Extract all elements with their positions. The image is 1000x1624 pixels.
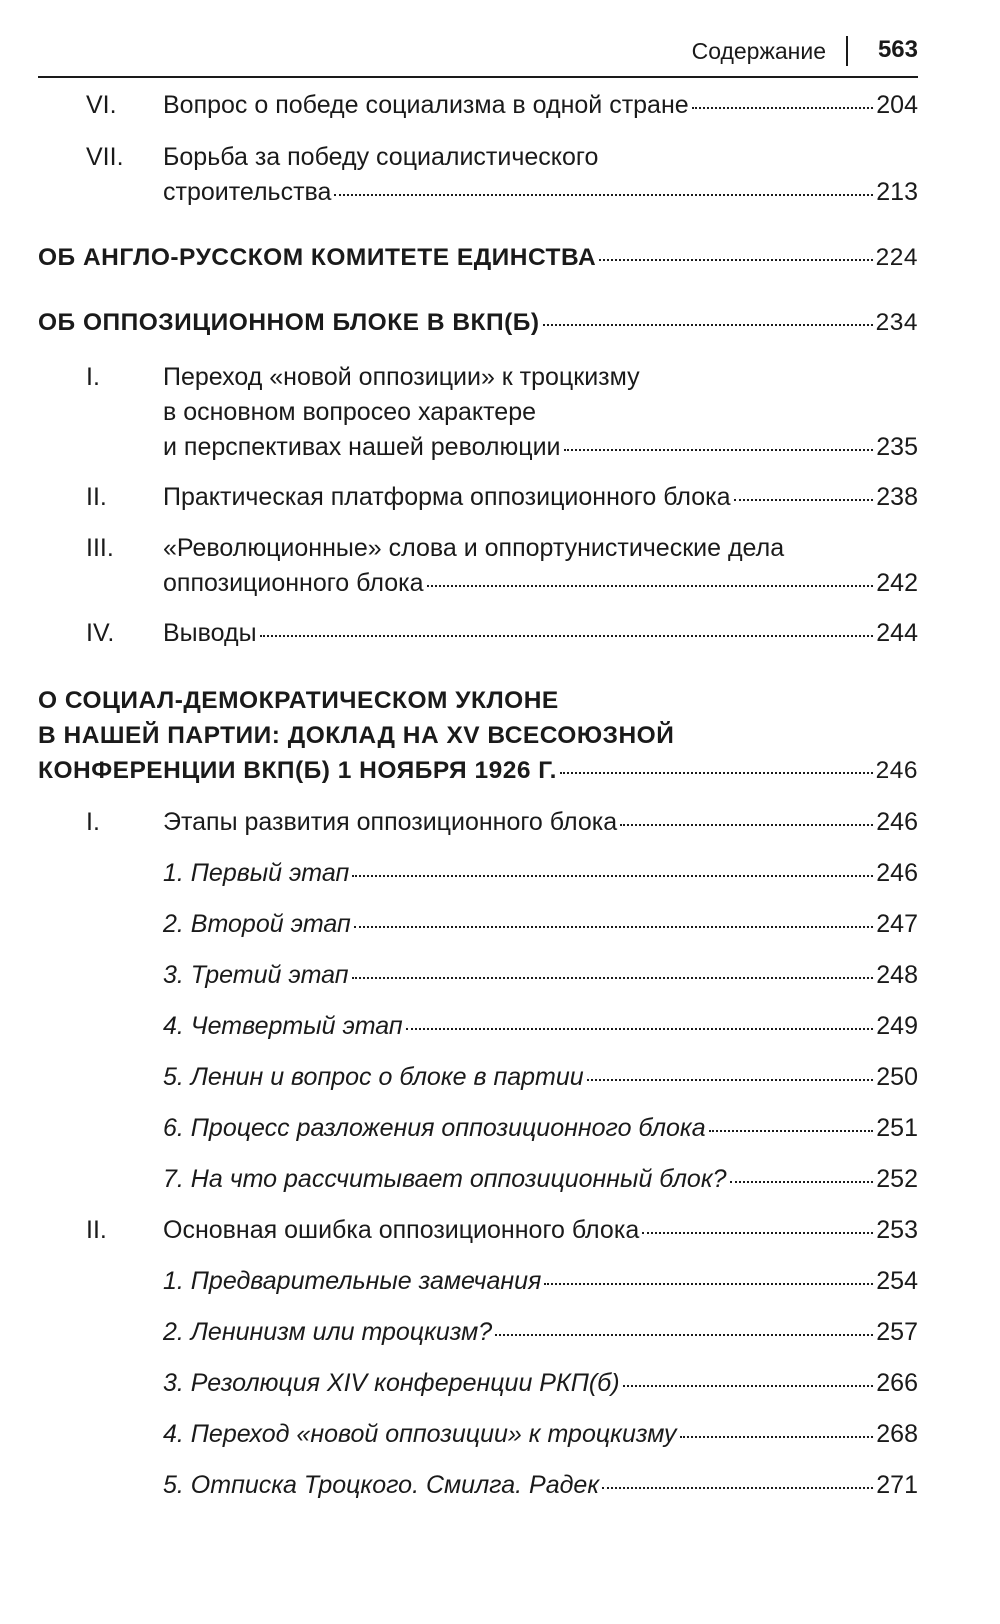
dot-leader [734,499,874,501]
entry-title-line: 1. Предварительные замечания [163,1267,542,1295]
entry-title-line: в основном вопросео характере [163,398,536,426]
running-header [38,30,918,78]
entry-page-number: 254 [876,1267,918,1295]
entry-page-number: 234 [875,309,918,336]
entry-numeral: I. [86,808,100,836]
entry-title-line: 7. На что рассчитывает оппозиционный блок? [163,1165,727,1193]
dot-leader [709,1130,874,1132]
dot-leader [692,107,874,109]
dot-leader [560,772,873,774]
dot-leader [427,585,874,587]
entry-page-number: 246 [875,757,918,784]
entry-page-number: 250 [876,1063,918,1091]
entry-page-number: 248 [876,961,918,989]
entry-title-line: Вопрос о победе социализма в одной стране [163,91,689,119]
entry-numeral: III. [86,534,114,562]
entry-page-number: 246 [876,808,918,836]
entry-title-line: ОБ АНГЛО-РУССКОМ КОМИТЕТЕ ЕДИНСТВА [38,244,597,271]
entry-page-number: 268 [876,1420,918,1448]
dot-leader [680,1436,874,1438]
entry-title-line: Переход «новой оппозиции» к троцкизму [163,363,640,391]
entry-title-line: КОНФЕРЕНЦИИ ВКП(Б) 1 НОЯБРЯ 1926 Г. [38,757,557,784]
entry-title-line: О СОЦИАЛ-ДЕМОКРАТИЧЕСКОМ УКЛОНЕ [38,687,559,714]
header-title: Содержание [691,38,826,64]
entry-numeral: II. [86,483,107,511]
entry-page-number: 266 [876,1369,918,1397]
entry-page-number: 242 [876,569,918,597]
dot-leader [406,1028,874,1030]
dot-leader [354,926,873,928]
dot-leader [544,1283,873,1285]
header-separator [846,36,848,66]
entry-title-line: 3. Резолюция XIV конференции РКП(б) [163,1369,620,1397]
page-number: 563 [877,36,918,63]
entry-title-line: Этапы развития оппозиционного блока [163,808,618,836]
entry-title-line: оппозиционного блока [163,569,424,597]
entry-title-line: 4. Четвертый этап [163,1012,403,1040]
dot-leader [623,1385,874,1387]
entry-page-number: 224 [875,244,918,271]
dot-leader [730,1181,874,1183]
dot-leader [599,259,872,261]
entry-page-number: 247 [876,910,918,938]
entry-numeral: IV. [86,619,115,647]
entry-page-number: 251 [876,1114,918,1142]
dot-leader [602,1487,873,1489]
entry-numeral: II. [86,1216,107,1244]
entry-numeral: I. [86,363,100,391]
entry-title-line: 6. Процесс разложения оппозиционного блока [163,1114,706,1142]
dot-leader [642,1232,873,1234]
entry-title-line: 5. Отписка Троцкого. Смилга. Радек [163,1471,600,1499]
entry-page-number: 244 [876,619,918,647]
entry-title-line: 1. Первый этап [163,859,350,887]
entry-title-line: 2. Ленинизм или троцкизм? [163,1318,493,1346]
entry-title-line: и перспективах нашей революции [163,433,561,461]
dot-leader [587,1079,874,1081]
entry-page-number: 238 [876,483,918,511]
entry-title-line: Практическая платформа оппозиционного блока [163,483,731,511]
entry-title-line: В НАШЕЙ ПАРТИИ: ДОКЛАД НА XV ВСЕСОЮЗНОЙ [38,722,675,749]
entry-title-line: Выводы [163,619,257,647]
entry-page-number: 253 [876,1216,918,1244]
entry-page-number: 235 [876,433,918,461]
entry-page-number: 204 [876,91,918,119]
entry-title-line: 3. Третий этап [163,961,349,989]
dot-leader [352,977,874,979]
dot-leader [543,324,873,326]
dot-leader [620,824,873,826]
entry-title-line: «Революционные» слова и оппортунистические дела [163,534,785,562]
entry-numeral: VI. [86,91,117,119]
entry-title-line: ОБ ОППОЗИЦИОННОМ БЛОКЕ В ВКП(Б) [38,309,540,336]
entry-title-line: Борьба за победу социалистического [163,143,599,171]
entry-title-line: строительства [163,178,332,206]
dot-leader [260,635,874,637]
entry-page-number: 249 [876,1012,918,1040]
entry-title-line: 4. Переход «новой оппозиции» к троцкизму [163,1420,677,1448]
entry-page-number: 213 [876,178,918,206]
dot-leader [564,449,874,451]
entry-title-line: 5. Ленин и вопрос о блоке в партии [163,1063,584,1091]
entry-page-number: 246 [876,859,918,887]
entry-page-number: 271 [876,1471,918,1499]
entry-page-number: 252 [876,1165,918,1193]
entry-title-line: Основная ошибка оппозиционного блока [163,1216,640,1244]
entry-page-number: 257 [876,1318,918,1346]
dot-leader [495,1334,873,1336]
entry-title-line: 2. Второй этап [163,910,351,938]
dot-leader [334,194,873,196]
entry-numeral: VII. [86,143,124,171]
dot-leader [352,875,873,877]
